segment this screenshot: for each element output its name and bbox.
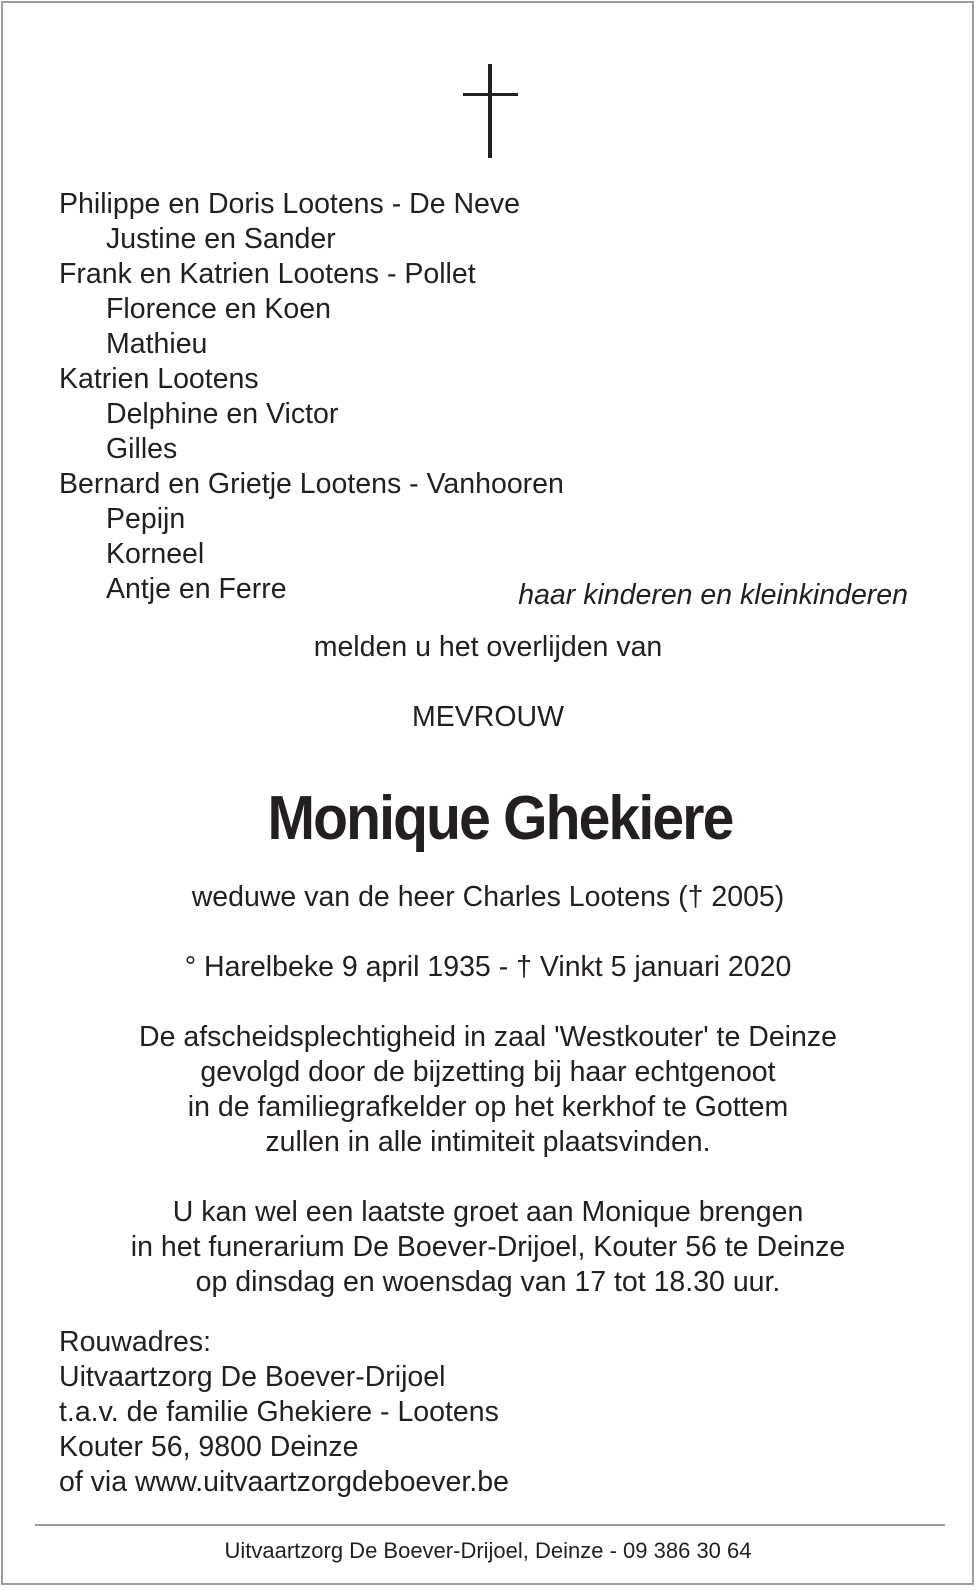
family-line: Bernard en Grietje Lootens - Vanhooren xyxy=(59,468,564,500)
family-line: Korneel xyxy=(106,538,205,570)
visit-line: in het funerarium De Boever-Drijoel, Kouter 56 te Deinze xyxy=(130,1231,846,1263)
ceremony-line: gevolgd door de bijzetting bij haar echtgenoot xyxy=(200,1056,776,1088)
dates-line: ° Harelbeke 9 april 1935 - † Vinkt 5 januari 2020 xyxy=(184,951,792,983)
footer-divider xyxy=(35,1524,945,1526)
family-line: Gilles xyxy=(106,433,178,465)
footer-text: Uitvaartzorg De Boever-Drijoel, Deinze - 09 386 30 64 xyxy=(224,1538,752,1563)
ceremony-line: De afscheidsplechtigheid in zaal 'Westkouter' te Deinze xyxy=(139,1021,837,1053)
address-line: Kouter 56, 9800 Deinze xyxy=(59,1431,359,1463)
address-line: Rouwadres: xyxy=(59,1326,212,1358)
honorific: MEVROUW xyxy=(412,701,564,733)
family-line: Delphine en Victor xyxy=(106,398,339,430)
family-line: Mathieu xyxy=(106,328,208,360)
address-line: Uitvaartzorg De Boever-Drijoel xyxy=(59,1361,446,1393)
family-caption: haar kinderen en kleinkinderen xyxy=(518,579,908,611)
address-line: t.a.v. de familie Ghekiere - Lootens xyxy=(59,1396,499,1428)
ceremony-line: zullen in alle intimiteit plaatsvinden. xyxy=(265,1126,711,1158)
family-line: Florence en Koen xyxy=(106,293,331,325)
address-website[interactable]: of via www.uitvaartzorgdeboever.be xyxy=(59,1466,509,1498)
visit-line: op dinsdag en woensdag van 17 tot 18.30 uur. xyxy=(195,1266,781,1298)
family-line: Frank en Katrien Lootens - Pollet xyxy=(59,258,476,290)
family-line: Pepijn xyxy=(106,503,186,535)
ceremony-line: in de familiegrafkelder op het kerkhof te Gottem xyxy=(187,1091,789,1123)
widow-line: weduwe van de heer Charles Lootens († 2005) xyxy=(191,881,785,913)
deceased-name: Monique Ghekiere xyxy=(267,784,733,853)
family-line: Antje en Ferre xyxy=(106,573,287,605)
family-line: Philippe en Doris Lootens - De Neve xyxy=(59,188,520,220)
visit-line: U kan wel een laatste groet aan Monique brengen xyxy=(172,1196,804,1228)
family-line: Katrien Lootens xyxy=(59,363,259,395)
announcement-text: melden u het overlijden van xyxy=(313,631,663,663)
family-line: Justine en Sander xyxy=(106,223,336,255)
